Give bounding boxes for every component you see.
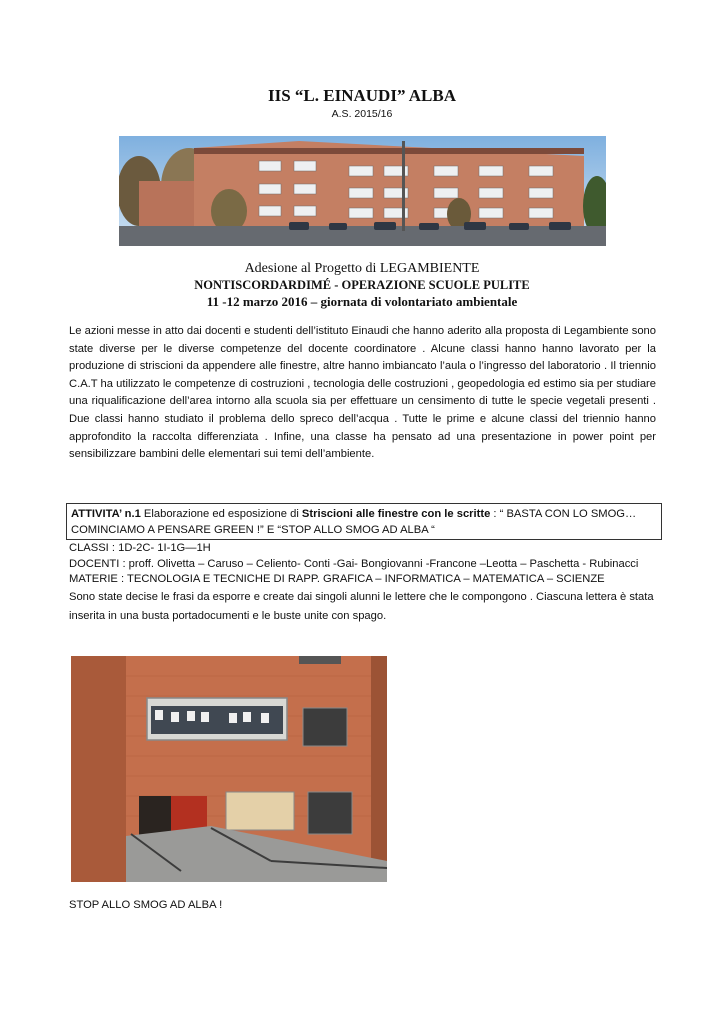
classes-line: CLASSI : 1D-2C- 1I-1G—1H [69,542,211,554]
activity-text-post: : “ BASTA CON LO SMOG… COMINCIAMO A PENSARE GREEN !” E “STOP ALLO SMOG AD ALBA “ [71,508,637,536]
teachers-line: DOCENTI : proff. Olivetta – Caruso – Celiento- Conti -Gai- Bongiovanni -Francone –Leotta – Paschetta - Rubinacci [69,557,639,570]
intro-paragraph: Le azioni messe in atto dai docenti e studenti dell’istituto Einaudi che hanno aderito alla proposta di Legambiente sono state diverse per le diverse competenze del docente coordinatore . Alcune classi hanno hanno lavorato per la produzione di striscioni da appendere alle finestre, altre hanno imbiancato l’aula o l’ingresso del laboratorio . Il triennio C.A.T ha utilizzato le competenze di costruzioni , tecnologia delle costruzioni , geopedologia ed estimo sia per studiare una riqualificazione dell’area intorno alla scuola sia per effettuare un censimento di tutte le specie vegetali presenti . Due classi hanno studiato il problema dello spreco dell’acqua . Tutte le prime e alcune classi del triennio hanno approfondito la raccolta differenziata . Infine, una classe ha pensato ad una presentazione in power point per sensibilizzare bambini delle elementari sui temi dell’ambiente. [69,325,656,461]
project-adhesion: Adesione al Progetto di LEGAMBIENTE [244,261,480,276]
activity-label: ATTIVITA’ n.1 [71,508,141,520]
project-name: NONTISCORDARDIMÉ - OPERAZIONE SCUOLE PULITE [194,278,530,292]
window-banner-photo [71,656,387,882]
document-title: IIS “L. EINAUDI” ALBA [268,86,456,105]
activity-text-bold: Striscioni alle finestre con le scritte [301,508,491,520]
project-dates: 11 -12 marzo 2016 – giornata di volontariato ambientale [206,294,518,309]
school-building-photo [119,136,606,246]
subjects-line: MATERIE : TECNOLOGIA E TECNICHE DI RAPP. GRAFICA – INFORMATICA – MATEMATICA – SCIENZE [69,573,605,585]
activity-details [69,541,659,626]
school-year: A.S. 2015/16 [331,108,393,120]
activity-text-pre: Elaborazione ed esposizione di [140,508,302,520]
description-line: Sono state decise le frasi da esporre e create dai singoli alunni le lettere che le compongono . Ciascuna lettera è stata inserita in una busta portadocumenti e le buste unite con spago. [69,590,654,622]
activity-box [66,503,662,540]
photo-caption: STOP ALLO SMOG AD ALBA ! [69,899,223,911]
